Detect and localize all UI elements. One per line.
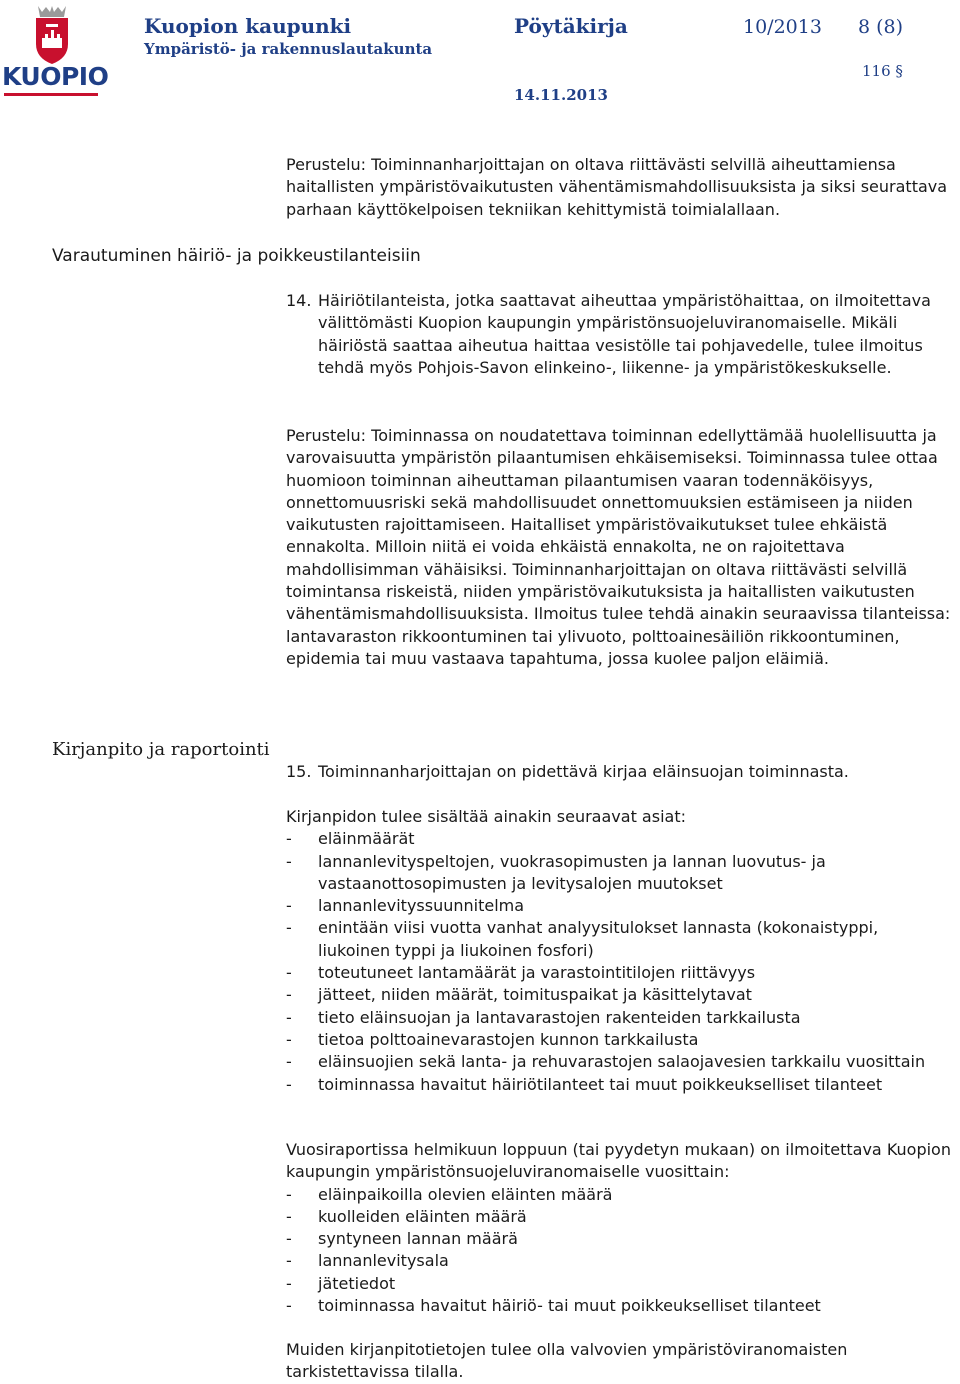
section-number: 116 § — [862, 62, 903, 80]
list-item: - kuolleiden eläinten määrä — [286, 1206, 527, 1226]
list-item: - eläinmäärät — [286, 829, 415, 849]
list-item: - eläinsuojien sekä lanta- ja rehuvarastojen salaojavesien tarkkailu vuosittain — [286, 1052, 926, 1072]
document-type: Pöytäkirja — [514, 14, 628, 38]
list-item: - jätetiedot — [286, 1273, 396, 1293]
raportti-list — [286, 1184, 954, 1318]
list-item: - tietoa polttoainevarastojen kunnon tarkkailusta — [286, 1029, 699, 1049]
page-number: 8 (8) — [858, 16, 904, 38]
side-heading-kirjanpito: Kirjanpito ja raportointi — [52, 739, 270, 760]
item-text: Häiriötilanteista, jotka saattavat aiheuttaa ympäristöhaittaa, on ilmoitettava välittömästi Kuopion kaupungin ympäristönsuojeluviranomaiselle. Mikäli häiriöstä saattaa aiheutua haittaa vesistölle tai pohjavedelle, tulee ilmoitus tehdä myös Pohjois-Savon elinkeino-, liikenne- ja ympäristökeskukselle. — [318, 291, 931, 377]
board-name: Ympäristö- ja rakennuslautakunta — [144, 40, 433, 58]
kuopio-logo — [2, 4, 109, 100]
logo-text: KUOPIO — [2, 62, 109, 91]
item-number: 15. — [286, 762, 312, 781]
list-item: - tieto eläinsuojan ja lantavarastojen rakenteiden tarkkailusta — [286, 1007, 801, 1027]
list-item: - eläinpaikoilla olevien eläinten määrä — [286, 1184, 613, 1204]
kirjanpito-list — [286, 828, 954, 1096]
side-heading-varautuminen: Varautuminen häiriö- ja poikkeustilanteisiin — [52, 246, 421, 266]
item-number: 14. — [286, 291, 312, 310]
closing-paragraph: Muiden kirjanpitotietojen tulee olla valvovien ympäristöviranomaisten tarkistettavissa tilalla. — [286, 1340, 848, 1382]
list-item: - jätteet, niiden määrät, toimituspaikat ja käsittelytavat — [286, 985, 752, 1005]
perustelu-paragraph-2: Perustelu: Toiminnassa on noudatettava toiminnan edellyttämää huolellisuutta ja varovaisuutta ympäristön pilaantumisen ehkäisemiseksi. Toiminnassa tulee ottaa huomioon toiminnan aiheuttaman pilaantumisen vaaran todennäköisyys, onnettomuusriski sekä mahdollisuudet onnettomuuksien estämiseen ja niiden vaikutusten rajoittamiseen. Haitalliset ympäristövaikutukset tulee ehkäistä ennakolta. Milloin niitä ei voida ehkäistä ennakolta, ne on rajoitettava mahdollisimman vähäisiksi. Toiminnanharjoittajan on oltava riittävästi selvillä toimintansa riskeistä, niiden ympäristövaikutuksista ja haitallisten vaikutusten vähentämismahdollisuuksista. Ilmoitus tulee tehdä ainakin seuraavissa tilanteissa: lantavaraston rikkoontuminen tai ylivuoto, polttoainesäiliön rikkoontuminen, epidemia tai muu vastaava tapahtuma, jossa kuolee paljon eläimiä. — [286, 426, 951, 668]
raportti-section — [286, 1139, 954, 1317]
list-item: - lannanlevityspeltojen, vuokrasopimusten ja lannan luovutus- ja vastaanottosopimusten ja levitysalojen muutokset — [286, 851, 826, 893]
item-text: Toiminnanharjoittajan on pidettävä kirjaa eläinsuojan toiminnasta. — [318, 762, 849, 781]
kirjanpito-intro: Kirjanpidon tulee sisältää ainakin seuraavat asiat: — [286, 807, 686, 826]
list-item: - lannanlevityssuunnitelma — [286, 896, 525, 916]
list-item: - lannanlevitysala — [286, 1251, 449, 1271]
logo-underline — [4, 93, 98, 96]
list-item: - syntyneen lannan määrä — [286, 1229, 518, 1249]
list-item: - enintään viisi vuotta vanhat analyysitulokset lannasta (kokonaistyppi, liukoinen typpi ja liukoinen fosfori) — [286, 918, 879, 960]
numbered-item-15 — [286, 761, 954, 783]
list-item: - toiminnassa havaitut häiriötilanteet tai muut poikkeukselliset tilanteet — [286, 1074, 883, 1094]
meeting-date: 14.11.2013 — [514, 86, 608, 104]
organization-name: Kuopion kaupunki — [144, 14, 352, 38]
document-number: 10/2013 — [743, 16, 822, 38]
raportti-intro: Vuosiraportissa helmikuun loppuun (tai pyydetyn mukaan) on ilmoitettava Kuopion kaupungin ympäristönsuojeluviranomaiselle vuosittain: — [286, 1140, 951, 1182]
list-item: - toiminnassa havaitut häiriö- tai muut poikkeukselliset tilanteet — [286, 1296, 821, 1316]
numbered-item-14 — [286, 290, 954, 379]
perustelu-paragraph-1: Perustelu: Toiminnanharjoittajan on oltava riittävästi selvillä aiheuttamiensa haitallisten ympäristövaikutusten vähentämismahdollisuuksista ja siksi seurattava parhaan käyttökelpoisen tekniikan kehittymistä toimialallaan. — [286, 155, 948, 219]
list-item: - toteutuneet lantamäärät ja varastointitilojen riittävyys — [286, 963, 756, 983]
kirjanpito-section — [286, 806, 954, 1096]
